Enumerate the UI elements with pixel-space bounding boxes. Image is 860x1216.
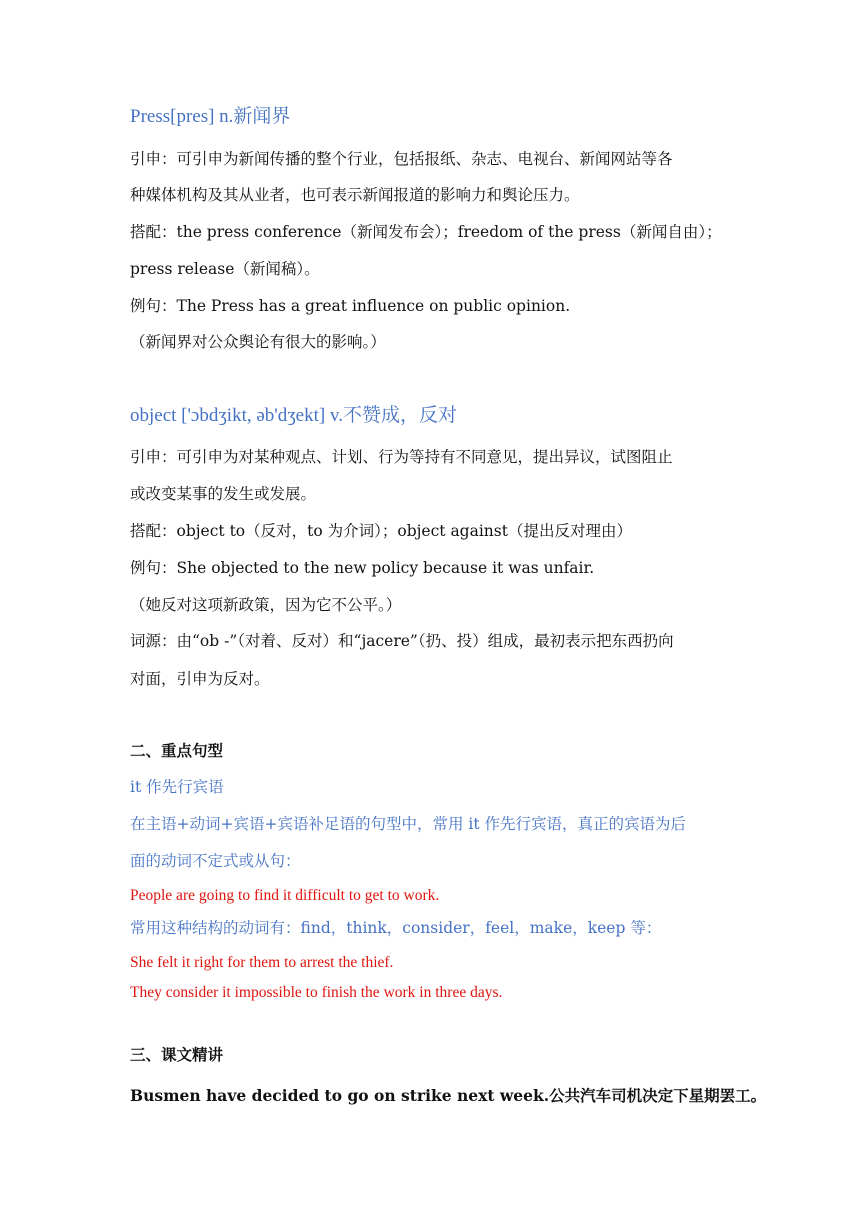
section-2-example-3: They consider it impossible to finish the work in three days.	[130, 984, 503, 1001]
section-2-example-2: She felt it right for them to arrest the thief.	[130, 954, 394, 971]
press-collocation-line-2: press release（新闻稿）。	[130, 260, 320, 278]
object-collocation: 搭配：object to（反对，to 为介词）；object against（提出反对理由）	[130, 522, 632, 540]
object-etymology-line-2: 对面，引申为反对。	[130, 670, 270, 688]
press-example: 例句：The Press has a great influence on public opinion.	[130, 297, 571, 315]
press-collocation-line-1: 搭配：the press conference（新闻发布会）；freedom of the press（新闻自由）；	[130, 223, 722, 241]
object-heading: object ['ɔbdʒikt, əb'dʒekt] v.不赞成，反对	[130, 405, 457, 426]
section-2-title: 二、重点句型	[130, 741, 224, 760]
object-extension-line-2: 或改变某事的发生或发展。	[130, 485, 317, 503]
section-2-rule-line-1: 在主语+动词+宾语+宾语补足语的句型中，常用 it 作先行宾语，真正的宾语为后	[130, 815, 687, 833]
object-example: 例句：She objected to the new policy because it was unfair.	[130, 559, 595, 577]
section-2-example-1: People are going to find it difficult to get to work.	[130, 887, 440, 904]
section-2-subtitle: it 作先行宾语	[130, 778, 224, 796]
press-translation: （新闻界对公众舆论有很大的影响。）	[130, 333, 386, 351]
section-2-verbs: 常用这种结构的动词有：find，think，consider，feel，make，keep 等：	[130, 919, 662, 937]
press-extension-line-1: 引申：可引申为新闻传播的整个行业，包括报纸、杂志、电视台、新闻网站等各	[130, 150, 673, 168]
section-2-rule-line-2: 面的动词不定式或从句：	[130, 852, 301, 870]
object-translation: （她反对这项新政策，因为它不公平。）	[130, 596, 402, 614]
object-extension-line-1: 引申：可引申为对某种观点、计划、行为等持有不同意见，提出异议，试图阻止	[130, 448, 673, 466]
object-etymology-line-1: 词源：由“ob -”（对着、反对）和“jacere”（扔、投）组成，最初表示把东西扔向	[130, 632, 674, 650]
section-3-sentence: Busmen have decided to go on strike next week.公共汽车司机决定下星期罢工。	[130, 1086, 767, 1105]
press-extension-line-2: 种媒体机构及其从业者，也可表示新闻报道的影响力和舆论压力。	[130, 186, 580, 204]
press-heading: Press[pres] n.新闻界	[130, 106, 291, 127]
section-3-title: 三、课文精讲	[130, 1045, 224, 1064]
